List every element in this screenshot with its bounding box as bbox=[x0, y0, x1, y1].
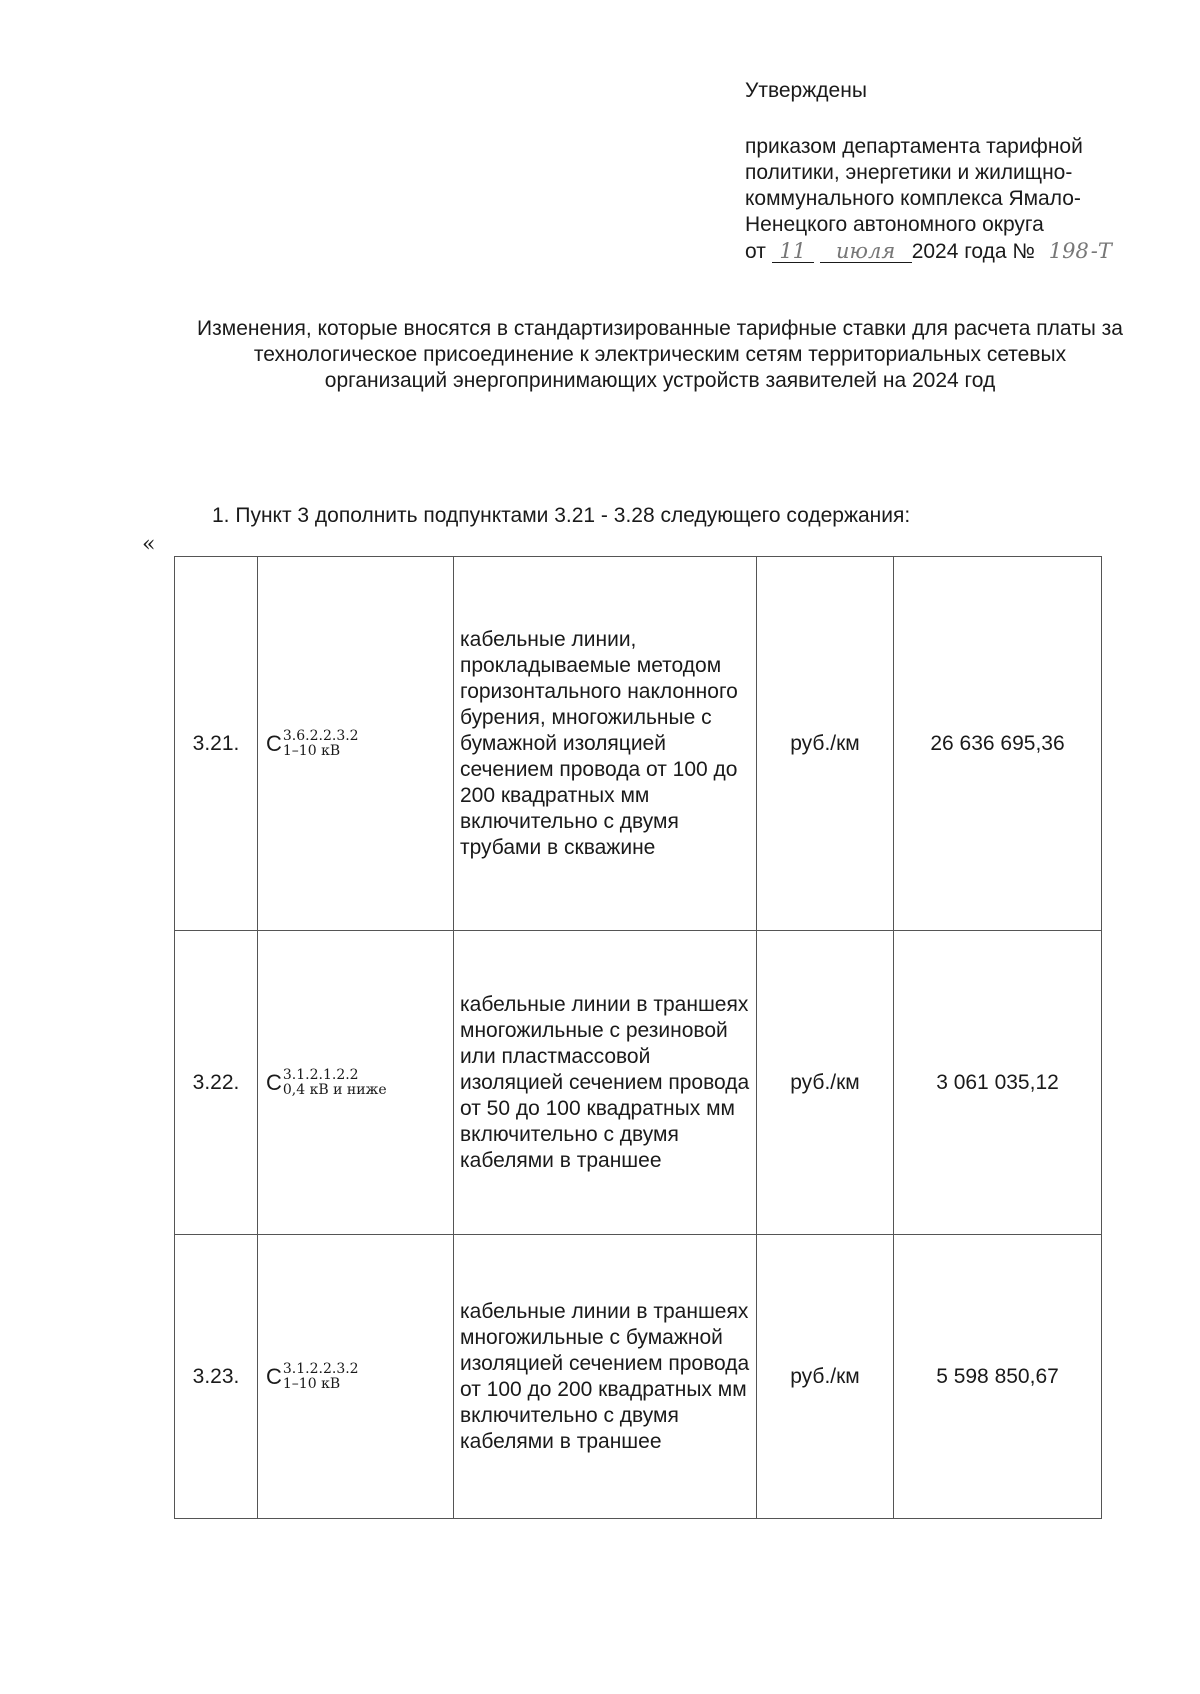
approval-block bbox=[745, 78, 1185, 265]
rate-description: кабельные линии, прокладываемые методом горизонтального наклонного бурения, многожильные с бумажной изоляцией сечением провода от 100 до 200 квадратных мм включительно с двумя трубами в скважине bbox=[454, 557, 757, 931]
opening-quote: « bbox=[142, 532, 156, 557]
table-row bbox=[175, 1235, 1102, 1519]
rate-code-letter: С bbox=[266, 1069, 282, 1095]
rate-code-letter: С bbox=[266, 1363, 282, 1389]
order-number-handwritten: 198 bbox=[1048, 239, 1089, 263]
approval-line: политики, энергетики и жилищно- bbox=[745, 161, 1073, 184]
rate-code-subscript: 1–10 кВ bbox=[282, 1375, 341, 1392]
tariff-rates-table bbox=[174, 556, 1102, 1519]
rate-description: кабельные линии в траншеях многожильные с бумажной изоляцией сечением провода от 100 до 200 квадратных мм включительно с двумя кабелями в траншее bbox=[454, 1235, 757, 1519]
row-number: 3.23. bbox=[175, 1235, 258, 1519]
rate-code-formula bbox=[266, 1068, 387, 1098]
rate-code-formula bbox=[266, 729, 359, 759]
rate-code-superscript: 3.6.2.2.3.2 bbox=[282, 727, 359, 744]
rate-unit: руб./км bbox=[757, 1235, 894, 1519]
approval-date-line bbox=[745, 238, 1185, 265]
rate-code bbox=[258, 931, 454, 1235]
approval-line: Ненецкого автономного округа bbox=[745, 213, 1044, 236]
rate-code-superscript: 3.1.2.2.3.2 bbox=[282, 1360, 359, 1377]
date-day-handwritten: 11 bbox=[772, 240, 814, 263]
rate-unit: руб./км bbox=[757, 557, 894, 931]
approval-title: Утверждены bbox=[745, 79, 867, 102]
rate-code bbox=[258, 1235, 454, 1519]
rate-code-subscript: 1–10 кВ bbox=[282, 742, 341, 759]
document-title: Изменения, которые вносятся в стандартизированные тарифные ставки для расчета платы за технологическое присоединение к электрическим сетям территориальных сетевых организаций энергопринимающих устройств заявителей на 2024 год bbox=[197, 317, 1123, 392]
approval-line: коммунального комплекса Ямало- bbox=[745, 187, 1081, 210]
approval-line: приказом департамента тарифной bbox=[745, 135, 1083, 158]
date-prefix: от bbox=[745, 240, 766, 263]
rate-code-letter: С bbox=[266, 730, 282, 756]
rate-value: 26 636 695,36 bbox=[894, 557, 1102, 931]
rate-code-formula bbox=[266, 1362, 359, 1392]
table-row bbox=[175, 557, 1102, 931]
rate-code-superscript: 3.1.2.1.2.2 bbox=[282, 1066, 359, 1083]
row-number: 3.21. bbox=[175, 557, 258, 931]
rate-unit: руб./км bbox=[757, 931, 894, 1235]
order-suffix: -Т bbox=[1090, 239, 1112, 263]
date-month-handwritten: июля bbox=[820, 240, 912, 263]
date-year-text: 2024 года № bbox=[911, 240, 1035, 263]
rate-description: кабельные линии в траншеях многожильные с резиновой или пластмассовой изоляцией сечением провода от 50 до 100 квадратных мм включительно с двумя кабелями в траншее bbox=[454, 931, 757, 1235]
row-number: 3.22. bbox=[175, 931, 258, 1235]
rate-code bbox=[258, 557, 454, 931]
intro-paragraph: 1. Пункт 3 дополнить подпунктами 3.21 - 3.28 следующего содержания: bbox=[212, 504, 911, 527]
rate-code-subscript: 0,4 кВ и ниже bbox=[282, 1081, 387, 1098]
rate-value: 3 061 035,12 bbox=[894, 931, 1102, 1235]
table-row bbox=[175, 931, 1102, 1235]
rate-value: 5 598 850,67 bbox=[894, 1235, 1102, 1519]
